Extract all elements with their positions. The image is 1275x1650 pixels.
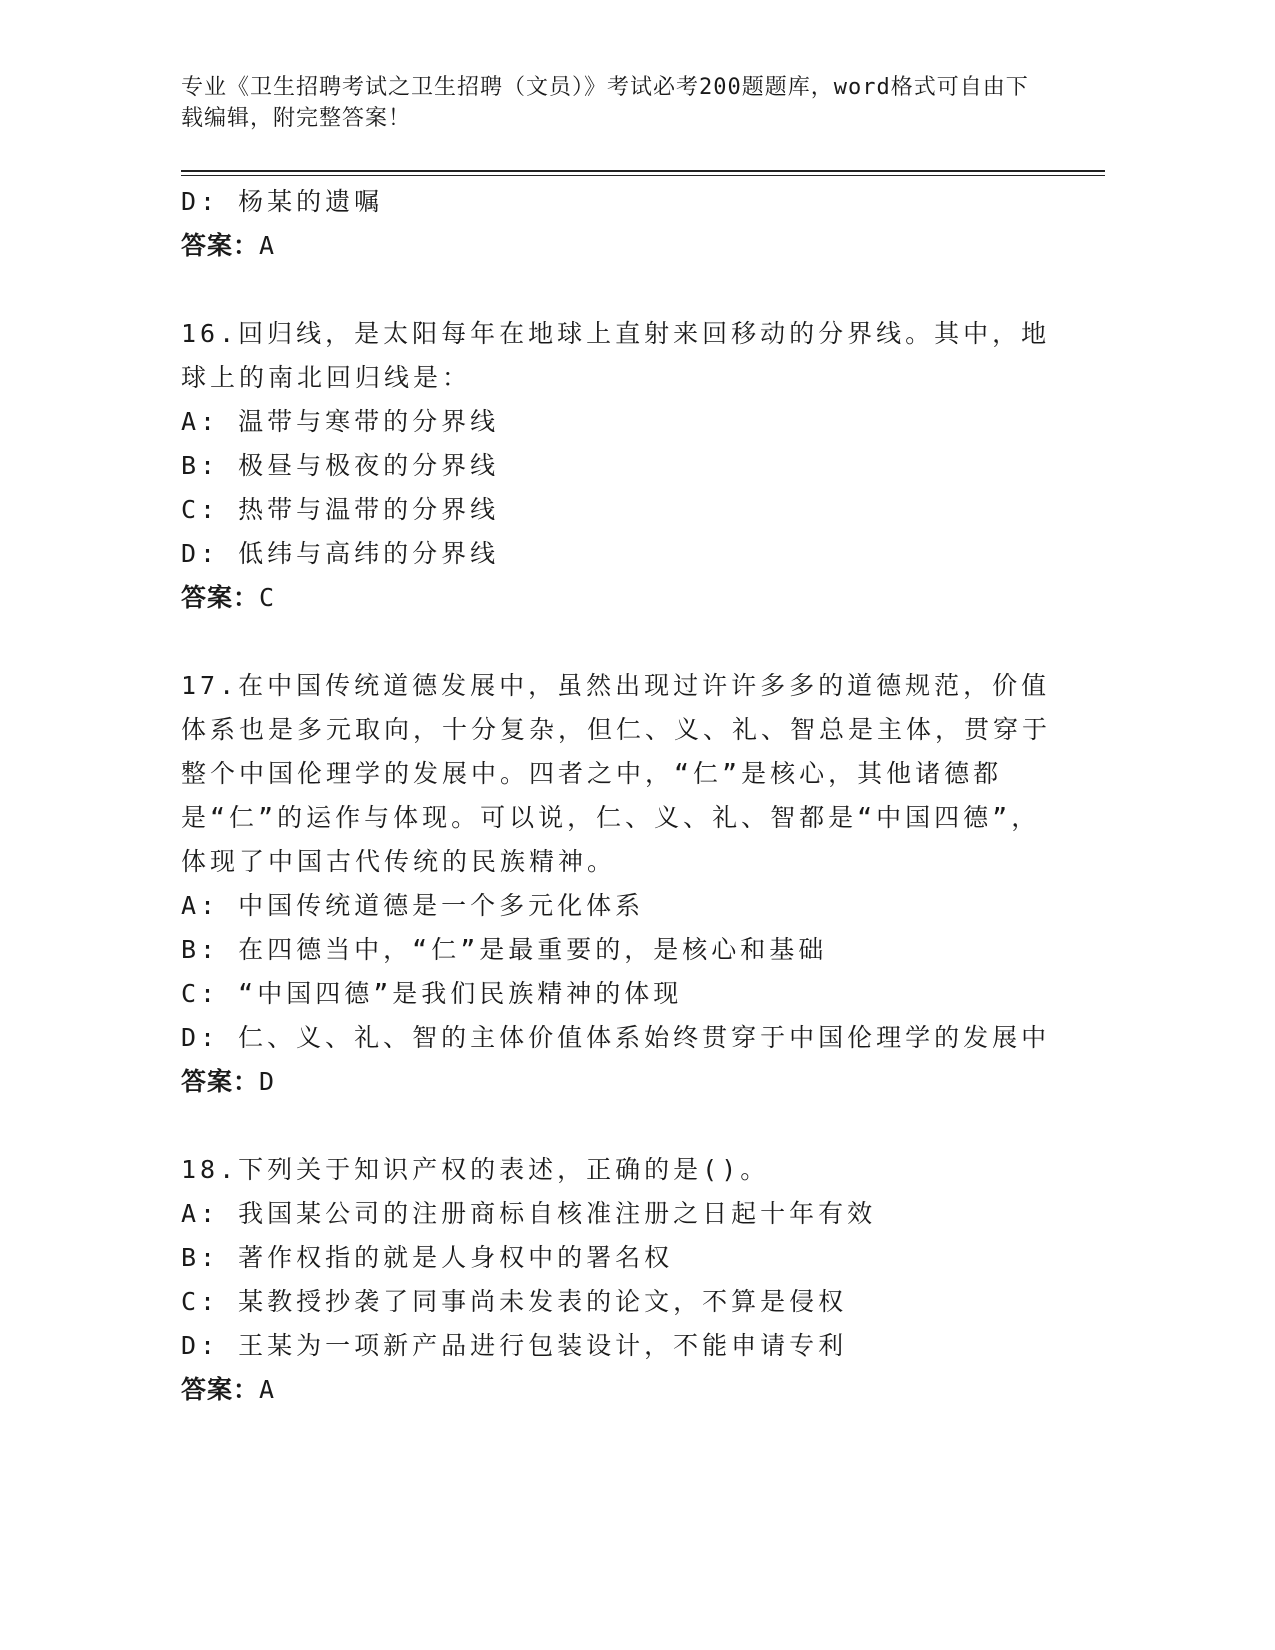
option-c: C: 某教授抄袭了同事尚未发表的论文，不算是侵权 [181, 1287, 848, 1316]
option-a: A: 温带与寒带的分界线 [181, 407, 500, 436]
header-title: 专业《卫生招聘考试之卫生招聘（文员）》考试必考200题题库，word格式可自由下载编辑，附完整答案！ [181, 75, 1029, 131]
answer-label: 答案： [181, 1067, 260, 1096]
option-a: A: 我国某公司的注册商标自核准注册之日起十年有效 [181, 1199, 877, 1228]
header-divider-thick [181, 170, 1105, 172]
option-b: B: 在四德当中，“仁”是最重要的，是核心和基础 [181, 935, 828, 964]
question-stem: 17.在中国传统道德发展中，虽然出现过许许多多的道德规范，价值体系也是多元取向，十分复杂，但仁、义、礼、智总是主体，贯穿于整个中国伦理学的发展中。四者之中，“仁”是核心，其他诸德都是“仁”的运作与体现。可以说，仁、义、礼、智都是“中国四德”，体现了中国古代传统的民族精神。 [181, 671, 1052, 876]
option-a: A: 中国传统道德是一个多元化体系 [181, 891, 645, 920]
document-header [181, 72, 1041, 134]
answer-line [181, 1368, 1051, 1412]
question-list [181, 180, 1051, 1412]
answer-line [181, 224, 1051, 268]
answer-value: D [259, 1067, 276, 1096]
header-divider-thin [181, 175, 1105, 176]
option-b: B: 极昼与极夜的分界线 [181, 451, 500, 480]
option-d: D: 杨某的遗嘱 [181, 187, 384, 216]
answer-label: 答案： [181, 231, 260, 260]
option-d: D: 低纬与高纬的分界线 [181, 539, 500, 568]
answer-line [181, 576, 1051, 620]
spacer [181, 1104, 1051, 1148]
option-d: D: 王某为一项新产品进行包装设计，不能申请专利 [181, 1331, 848, 1360]
answer-value: A [259, 1375, 276, 1404]
answer-label: 答案： [181, 583, 260, 612]
option-b: B: 著作权指的就是人身权中的署名权 [181, 1243, 674, 1272]
question-stem: 18.下列关于知识产权的表述，正确的是()。 [181, 1155, 770, 1184]
question-17 [181, 664, 1051, 1104]
option-d: D: 仁、义、礼、智的主体价值体系始终贯穿于中国伦理学的发展中 [181, 1023, 1051, 1052]
option-c: C: “中国四德”是我们民族精神的体现 [181, 979, 683, 1008]
option-c: C: 热带与温带的分界线 [181, 495, 500, 524]
answer-line [181, 1060, 1051, 1104]
question-16 [181, 312, 1051, 620]
spacer [181, 268, 1051, 312]
question-stem: 16.回归线，是太阳每年在地球上直射来回移动的分界线。其中，地球上的南北回归线是： [181, 319, 1051, 392]
answer-value: A [259, 231, 276, 260]
answer-label: 答案： [181, 1375, 260, 1404]
answer-value: C [259, 583, 276, 612]
spacer [181, 620, 1051, 664]
question-15-tail [181, 180, 1051, 268]
question-18 [181, 1148, 1051, 1412]
